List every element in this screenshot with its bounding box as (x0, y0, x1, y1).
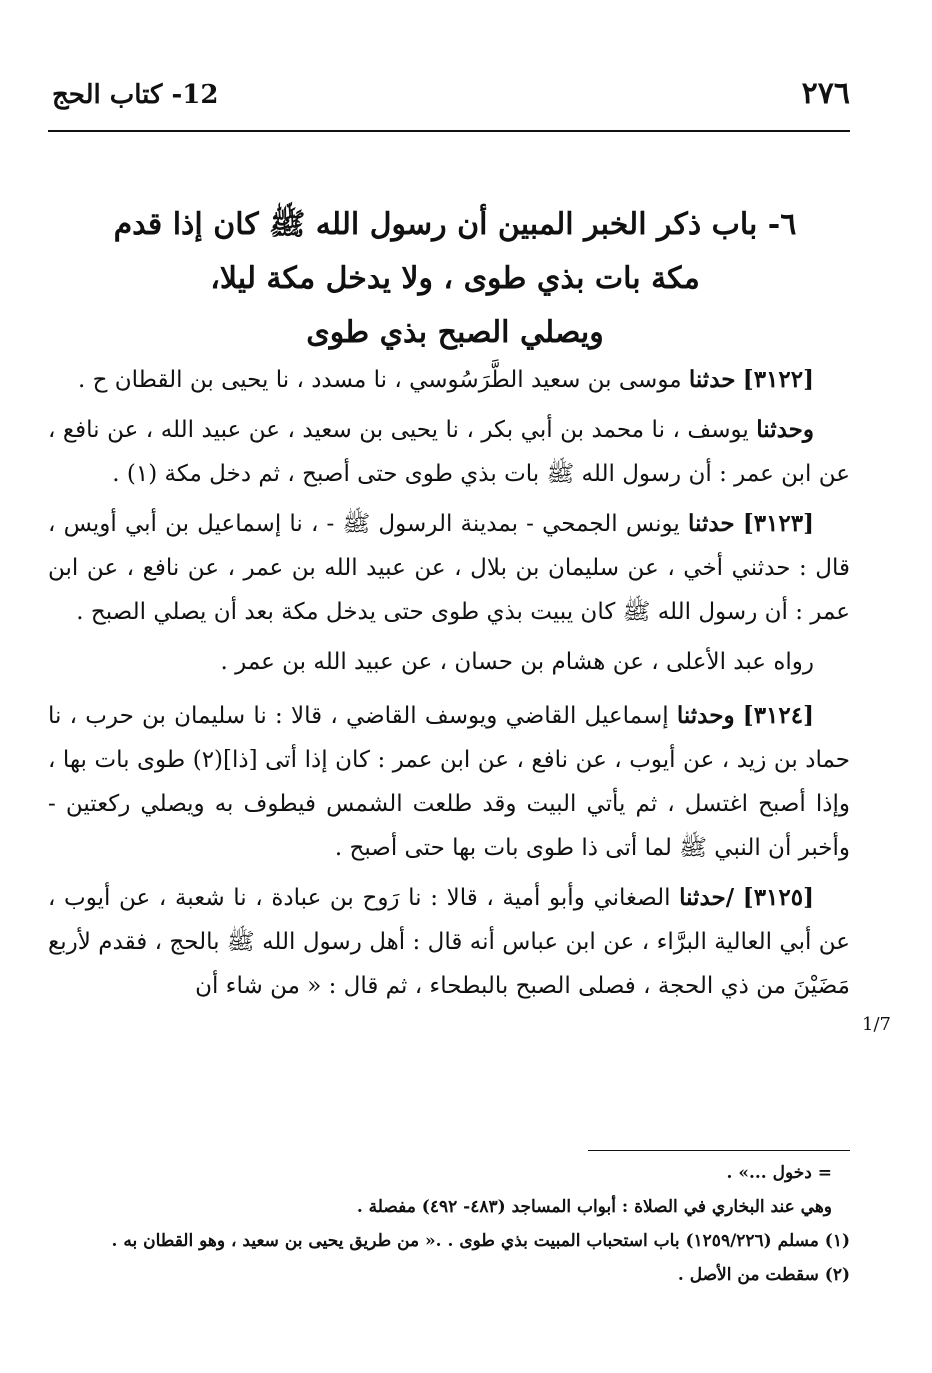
hadith-keyword: حدثنا (688, 510, 735, 537)
hadith-paragraph (48, 502, 850, 634)
hadith-keyword: /حدثنا (679, 884, 735, 911)
hadith-body (48, 358, 850, 1014)
chapter-heading (60, 198, 850, 360)
hadith-text: الصغاني وأبو أمية ، قالا : نا رَوح بن عبادة ، نا شعبة ، عن أيوب ، عن أبي العالية البرَّاء ، عن ابن عباس أنه قال : أهل رسول الله ﷺ بالحج ، فقدم لأربع مَضَيْنَ من ذي الحجة ، فصلى الصبح بالبطحاء ، ثم قال : « من شاء أن (48, 885, 850, 999)
hadith-paragraph (48, 408, 850, 496)
hadith-number: [٣١٢٢] (742, 366, 814, 393)
hadith-keyword: حدثنا (688, 366, 736, 393)
hadith-paragraph (48, 358, 850, 402)
page-header (48, 66, 850, 132)
hadith-text: إسماعيل القاضي ويوسف القاضي ، قالا : نا سليمان بن حرب ، نا حماد بن زيد ، عن أيوب ، عن نافع ، عن ابن عمر : كان إذا أتى [ذا](٢) طوى بات بها ، وإذا أصبح اغتسل ، ثم يأتي البيت وقد طلعت الشمس فيطوف به ويصلي ركعتين - وأخبر أن النبي ﷺ لما أتى ذا طوى بات بها حتى أصبح . (48, 703, 850, 861)
hadith-paragraph (48, 876, 850, 1008)
hadith-number: [٣١٢٣] (742, 510, 815, 537)
hadith-text: يوسف ، نا محمد بن أبي بكر ، نا يحيى بن سعيد ، عن عبيد الله ، عن نافع ، عن ابن عمر : أن رسول الله ﷺ بات بذي طوى حتى أصبح ، ثم دخل مكة (١) . (48, 417, 850, 487)
footnote: وهي عند البخاري في الصلاة : أبواب المساجد (٤٨٣- ٤٩٢) مفصلة . (356, 1197, 832, 1217)
footnote: (١) مسلم (١٢٥٩/٢٢٦) باب استحباب المبيت بذي طوى . .« من طريق يحيى بن سعيد ، وهو القطان به . (111, 1231, 850, 1251)
chapter-heading-line: ٦- باب ذكر الخبر المبين أن رسول الله ﷺ كان إذا قدم (113, 207, 797, 242)
hadith-text: موسى بن سعيد الطَّرَسُوسي ، نا مسدد ، نا يحيى بن القطان ح . (77, 367, 682, 393)
hadith-number: [٣١٢٥] (742, 884, 814, 911)
hadith-text: رواه عبد الأعلى ، عن هشام بن حسان ، عن عبيد الله بن عمر . (220, 649, 814, 675)
margin-note: 1/7 (862, 1014, 891, 1035)
hadith-keyword: وحدثنا (676, 702, 735, 729)
hadith-paragraph (48, 694, 850, 870)
hadith-number: [٣١٢٤] (742, 702, 814, 729)
hadith-paragraph (48, 640, 850, 684)
footnotes (48, 1156, 850, 1292)
footnote: (٢) سقطت من الأصل . (677, 1265, 850, 1285)
book-title: 12- كتاب الحج (52, 80, 219, 110)
hadith-keyword: وحدثنا (756, 416, 814, 443)
footnote: = دخول ...» . (726, 1163, 832, 1183)
footnote-divider (588, 1150, 850, 1151)
hadith-text: يونس الجمحي - بمدينة الرسول ﷺ - ، نا إسماعيل بن أبي أويس ، قال : حدثني أخي ، عن سليمان بن بلال ، عن عبيد الله بن عمر ، عن نافع ، عن ابن عمر : أن رسول الله ﷺ كان يبيت بذي طوى حتى يدخل مكة بعد أن يصلي الصبح . (48, 511, 850, 625)
chapter-heading-line: ويصلي الصبح بذي طوى (306, 315, 604, 350)
page-number: ٢٧٦ (801, 76, 850, 111)
chapter-heading-line: مكة بات بذي طوى ، ولا يدخل مكة ليلا، (210, 261, 700, 296)
